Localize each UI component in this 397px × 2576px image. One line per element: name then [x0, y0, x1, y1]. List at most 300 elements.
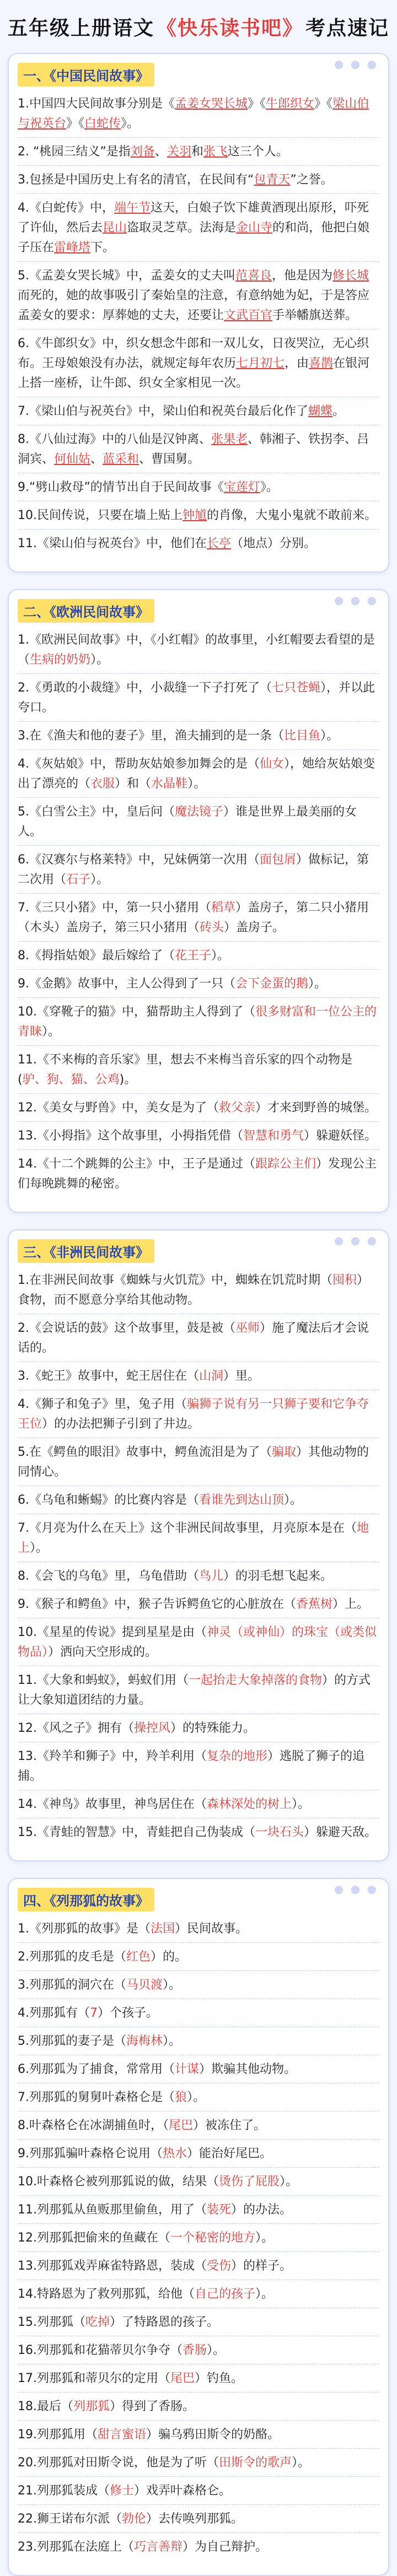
point-text: 3.在《渔夫和他的妻子》里，渔夫捕到的是一条（	[18, 729, 284, 743]
knowledge-point	[18, 1319, 379, 1362]
answer-highlight: 鸟儿	[199, 1569, 224, 1583]
point-text: 下。	[90, 241, 115, 255]
point-text: 手举幡旗送葬。	[272, 309, 358, 322]
answer-highlight: 孟姜女哭长城	[175, 97, 248, 111]
answer-highlight: 法国	[151, 1922, 175, 1936]
answer-highlight: 操控风	[134, 1721, 171, 1735]
point-text: ）。	[163, 1978, 181, 1992]
point-text: 20.列那狐对田斯令说，他是为了听（	[18, 2456, 219, 2470]
knowledge-point	[18, 506, 379, 530]
answer-highlight: 衣服	[90, 777, 115, 791]
point-text: 6.《乌龟和蜥蜴》的比赛内容是（	[18, 1493, 199, 1507]
knowledge-point	[18, 1747, 379, 1790]
point-text: ）。	[308, 977, 327, 991]
point-text: 和	[191, 145, 203, 159]
answer-highlight: 计谋	[175, 2062, 200, 2076]
point-text: 12.《美女与野兽》中，美女是为了（	[18, 1101, 219, 1115]
knowledge-point	[18, 946, 379, 970]
point-text: 2.《勇敢的小裁缝》中，小裁缝一下子打死了（	[18, 681, 272, 695]
answer-highlight: 香蕉树	[296, 1597, 333, 1611]
point-text: 》。	[260, 480, 278, 494]
answer-highlight: 驴、狗、猫、公鸡	[22, 1073, 120, 1087]
knowledge-point	[18, 1567, 379, 1590]
answer-highlight: 7	[90, 2006, 98, 2020]
answer-highlight: 张飞	[203, 145, 228, 159]
point-text: 13.《小拇指》这个故事里，小拇指凭借（	[18, 1129, 243, 1143]
knowledge-point	[18, 1975, 379, 1999]
knowledge-point	[18, 850, 379, 894]
point-text: 》。	[121, 117, 140, 131]
point-text: 10.《穿靴子的猫》中，猫帮助主人得到了（	[18, 1005, 255, 1019]
point-text: 9.《金鹅》故事中，主人公得到了一只（	[18, 977, 235, 991]
knowledge-point	[18, 1595, 379, 1618]
point-text: ）施了魔法后才会说话的。	[18, 1321, 369, 1355]
point-text: 16.列那狐和花猫蒂贝尔争夺（	[18, 2343, 183, 2357]
point-text: 8.《八仙过海》中的八仙是汉钟离、	[18, 433, 211, 446]
point-text: ）的办法。	[231, 2203, 292, 2217]
point-text: ）的办法把狮子引到了井边。	[42, 1417, 200, 1431]
point-text: ）。	[90, 873, 109, 887]
point-text: 14.《神鸟》故事里，神鸟居住在（	[18, 1797, 207, 1811]
knowledge-point	[18, 2509, 379, 2533]
point-text: ）。	[163, 2034, 181, 2048]
answer-highlight: 仙女	[260, 757, 285, 771]
knowledge-point	[18, 478, 379, 501]
point-text: 10.《星星的传说》提到星星是由（	[18, 1625, 207, 1639]
answer-highlight: 何仙姑	[54, 452, 91, 466]
knowledge-point	[18, 2060, 379, 2083]
point-text: ）为自己辩护。	[183, 2540, 268, 2554]
point-text: 17.列那狐和蒂贝尔的定用（	[18, 2372, 170, 2385]
knowledge-point	[18, 2397, 379, 2421]
point-text: 22.狮王诺布尔派（	[18, 2512, 122, 2526]
point-text: ）的。	[151, 1950, 187, 1964]
answer-highlight: 田斯令的歌声	[219, 2456, 292, 2470]
point-text: 、曹国舅。	[139, 452, 200, 466]
point-text: 、韩湘子、铁拐李、吕洞宾、	[18, 433, 369, 466]
point-text: 的肖像，大鬼小鬼就不敢前来。	[207, 509, 377, 522]
point-text: 5.在《鳄鱼的眼泪》故事中，鳄鱼流泪是为了（	[18, 1445, 272, 1459]
knowledge-point	[18, 1271, 379, 1314]
point-text: ）去传唤列那狐。	[146, 2512, 244, 2526]
answer-highlight: 山洞	[199, 1369, 224, 1383]
answer-highlight: 香肠	[183, 2343, 207, 2357]
point-text: 9.《猴子和鳄鱼》中，猴子告诉鳄鱼它的心脏放在（	[18, 1597, 296, 1611]
answer-highlight: 吃掉	[85, 2315, 110, 2329]
answer-highlight: 甜言蜜语	[98, 2428, 147, 2442]
title-book-name: 《快乐读书吧》	[156, 17, 303, 40]
point-text: ）的样子。	[231, 2259, 292, 2273]
answer-highlight: 蓝采和	[103, 452, 140, 466]
point-text: 这三个人。	[227, 145, 288, 159]
point-text: ）钓鱼。	[195, 2372, 244, 2385]
point-text: 1.《列那狐的故事》是（	[18, 1922, 151, 1936]
point-text: ）能治好尾巴。	[187, 2147, 272, 2161]
point-text: ）逃脱了狮子的追捕。	[18, 1749, 365, 1783]
point-text: 6.《汉赛尔与格莱特》中，兄妹俩第一次用（	[18, 853, 260, 867]
answer-highlight: 囤积	[332, 1273, 357, 1287]
answer-highlight: 神灵（或神仙）的珠宝（或类似物品）	[18, 1625, 377, 1659]
point-text: 21.列那狐装成（	[18, 2484, 110, 2498]
point-text: 4.列那狐有（	[18, 2006, 90, 2020]
point-text: ）洒向天空形成的。	[48, 1645, 158, 1659]
point-text: 2. “桃园三结义”是指	[18, 145, 131, 159]
point-text: 13.列那狐戏弄麻雀特路恩，装成（	[18, 2259, 207, 2273]
point-text: 8.叶森格仑在冰湖捕鱼时，（	[18, 2119, 169, 2132]
knowledge-point	[18, 1623, 379, 1666]
knowledge-point	[18, 974, 379, 998]
knowledge-point	[18, 1126, 379, 1150]
answer-highlight: 蝴蝶	[308, 404, 333, 418]
point-text: 4.《狮子和兔子》里，兔子用（	[18, 1397, 187, 1411]
knowledge-point	[18, 94, 379, 138]
point-text: 1.中国四大民间故事分别是《	[18, 97, 175, 111]
knowledge-point	[18, 1795, 379, 1818]
answer-highlight: 张果老	[211, 433, 248, 446]
knowledge-point	[18, 2453, 379, 2477]
point-text: ）躲避天敌。	[304, 1826, 377, 1839]
knowledge-point	[18, 2144, 379, 2168]
knowledge-point	[18, 1367, 379, 1390]
answer-highlight: 宝莲灯	[223, 480, 260, 494]
point-text: 7.《三只小猪》中，第一只小猪用（	[18, 901, 211, 915]
point-text: 在银河上搭一座桥，让牛郎、织女全家相见一次。	[18, 357, 370, 390]
point-text: ）。	[211, 949, 230, 963]
point-text: 。	[332, 404, 345, 418]
point-text: 14.《十二个跳舞的公主》中，王子是通过（	[18, 1157, 255, 1171]
point-text: ）其他动物的同情心。	[18, 1445, 369, 1479]
point-text: ）得到了香肠。	[110, 2400, 195, 2413]
answer-highlight: 生病的奶奶	[30, 653, 91, 667]
point-text: ）。	[42, 1025, 61, 1039]
answer-highlight: 救父亲	[219, 1101, 256, 1115]
point-text: （地点）分别。	[231, 537, 316, 550]
point-text: 5.《白雪公主》中，皇后问（	[18, 805, 175, 819]
answer-highlight: 刘备	[130, 145, 155, 159]
answer-highlight: 稻草	[211, 901, 236, 915]
point-text: 5.《孟姜女哭长城》中，孟姜女的丈夫叫	[18, 269, 235, 283]
knowledge-point	[18, 1490, 379, 1514]
point-text: ）。	[187, 777, 206, 791]
point-text: ）骗乌鸦田斯令的奶酪。	[146, 2428, 280, 2442]
point-text: ）躲避妖怪。	[304, 1129, 377, 1143]
knowledge-point	[18, 402, 379, 425]
knowledge-point	[18, 630, 379, 674]
answer-highlight: 修士	[110, 2484, 135, 2498]
section-title: 四、《列那狐的故事》	[18, 1888, 154, 1911]
point-text: ）。	[187, 2091, 206, 2104]
answer-highlight: 比目鱼	[284, 729, 321, 743]
answer-highlight: 热水	[163, 2147, 187, 2161]
point-text: 11.《梁山伯与祝英台》中，他们在	[18, 537, 207, 550]
answer-highlight: 智慧和勇气	[243, 1129, 304, 1143]
knowledge-point	[18, 898, 379, 942]
answer-highlight: 面包屑	[260, 853, 297, 867]
point-text: 的和尚，他把白娘子压在	[18, 221, 370, 255]
point-text: ）的特殊能力。	[170, 1721, 256, 1735]
answer-highlight: 白蛇传	[84, 117, 121, 131]
point-text: ）被冻住了。	[193, 2119, 266, 2132]
knowledge-point	[18, 142, 379, 166]
answer-highlight: 昆山	[103, 221, 127, 235]
knowledge-point	[18, 1443, 379, 1486]
point-text: 》《	[248, 97, 266, 111]
page-title	[0, 0, 397, 53]
answer-highlight: 雷峰塔	[54, 241, 91, 255]
knowledge-point	[18, 1947, 379, 1971]
knowledge-point	[18, 2003, 379, 2027]
point-text: 4.《白蛇传》中，	[18, 201, 114, 215]
point-text: 14.特路恩为了救列那狐，给他（	[18, 2287, 195, 2301]
point-text: ）做标记，第二次用（	[18, 853, 369, 887]
point-text: ）食物，而不愿意分享给其他动物。	[18, 1273, 369, 1307]
knowledge-point	[18, 1519, 379, 1562]
answer-highlight: 会下金蛋的鹅	[235, 977, 309, 991]
point-text: ）了特路恩的孩子。	[110, 2315, 219, 2329]
point-text: 这天，白娘子饮下雄黄酒现出原形，吓死了许仙，然后去	[18, 201, 369, 235]
answer-highlight: 花王子	[175, 949, 212, 963]
point-text: 11.《不来梅的音乐家》里，想去不来梅当音乐家的四个动物是(	[18, 1053, 352, 1087]
point-text: 9.“劈山救母”的情节出自于民间故事《	[18, 480, 224, 494]
point-text: 18.最后（	[18, 2400, 73, 2413]
point-text: 3.包拯是中国历史上有名的清官，在民间有“	[18, 173, 254, 187]
section-title: 三、《非洲民间故事》	[18, 1239, 154, 1263]
point-text: ）的方式让大象知道团结的力量。	[18, 1673, 371, 1707]
title-suffix: 考点速记	[305, 17, 390, 40]
answer-highlight: 很多财富和一位公主的青睐	[18, 1005, 377, 1039]
point-text: 12.列那狐把偷来的鱼藏在（	[18, 2231, 170, 2245]
point-text: 8.《拇指姑娘》最后嫁给了（	[18, 949, 175, 963]
point-text: 》《	[66, 117, 85, 131]
sections-container	[0, 53, 397, 2576]
point-text: ）。	[255, 2231, 274, 2245]
point-text: ），她给灰姑娘变出了漂亮的（	[18, 757, 375, 791]
answer-highlight: 海梅林	[126, 2034, 163, 2048]
answer-highlight: 一起抬走大象掉落的食物	[189, 1673, 323, 1687]
point-text: 9.列那狐骗叶森格仑说用（	[18, 2147, 163, 2161]
point-text: 4.《灰姑娘》中，帮助灰姑娘参加舞会的是（	[18, 757, 260, 771]
answer-highlight: 巧言善辩	[134, 2540, 183, 2554]
decorative-dots-icon: ● ● ●	[334, 1882, 378, 1895]
knowledge-point	[18, 802, 379, 846]
point-text: 15.列那狐（	[18, 2315, 85, 2329]
answer-highlight: 红色	[126, 1950, 151, 1964]
answer-highlight: 勃伦	[122, 2512, 147, 2526]
answer-highlight: 自己的孩子	[195, 2287, 256, 2301]
point-text: 盗取灵芝草。法海是	[127, 221, 237, 235]
knowledge-point	[18, 1050, 379, 1094]
knowledge-point	[18, 1671, 379, 1714]
knowledge-point	[18, 2481, 379, 2505]
answer-highlight: 一个秘密的地方	[170, 2231, 256, 2245]
point-text: 10.叶森格仑被列那狐说的做，结果（	[18, 2175, 219, 2189]
point-text: 13.《羚羊和狮子》中，羚羊利用（	[18, 1749, 207, 1763]
knowledge-point	[18, 2032, 379, 2055]
answer-highlight: 范喜良	[235, 269, 272, 283]
knowledge-point	[18, 2172, 379, 2196]
point-text: 11.列那狐从鱼贩那里偷鱼，用了（	[18, 2203, 207, 2217]
point-text: 11.《大象和蚂蚁》，蚂蚁们用（	[18, 1673, 189, 1687]
answer-highlight: 梁山伯与祝英台	[18, 97, 369, 131]
answer-highlight: 金山寺	[236, 221, 273, 235]
point-text: 8.《会飞的乌龟》里，乌龟借助（	[18, 1569, 199, 1583]
answer-highlight: 魔法镜子	[175, 805, 224, 819]
point-text: ）欺骗其他动物。	[199, 2062, 297, 2076]
point-text: ），并以此夸口。	[18, 681, 375, 715]
answer-highlight: 砖头	[200, 921, 224, 935]
point-text: 而死的，她的故事吸引了秦始皇的注意，有意纳她为妃，于是答应孟姜女的要求：厚葬她的丈夫，还要让	[18, 289, 370, 322]
point-text: ）盖房子，第二只小猪用（木头）盖房子，第三只小猪用（	[18, 901, 369, 935]
answer-highlight: 地上	[18, 1521, 369, 1555]
point-text: ）戏弄叶森格仑。	[134, 2484, 232, 2498]
point-text: ）的羽毛想飞起来。	[223, 1569, 333, 1583]
point-text: ）个孩子。	[98, 2006, 159, 2020]
point-text: 2.列那狐的皮毛是（	[18, 1950, 126, 1964]
answer-highlight: 装死	[207, 2203, 232, 2217]
point-text: ）里。	[223, 1369, 260, 1383]
point-text: ）发现公主们每晚跳舞的秘密。	[18, 1157, 377, 1191]
answer-highlight: 森林深处的树上	[207, 1797, 292, 1811]
point-text: 10.民间传说，只要在墙上贴上	[18, 509, 183, 522]
section-card	[8, 53, 389, 573]
point-text: ）和（	[115, 777, 152, 791]
point-text: 5.列那狐的妻子是（	[18, 2034, 126, 2048]
answer-highlight: 巫师	[235, 1321, 260, 1335]
section-card	[8, 589, 389, 1213]
point-text: 19.列那狐用（	[18, 2428, 98, 2442]
answer-highlight: 石子	[66, 873, 91, 887]
point-text: ，他是因为	[272, 269, 333, 283]
knowledge-point	[18, 2313, 379, 2336]
answer-highlight: 包青天	[254, 173, 291, 187]
point-text: 15.《青蛙的智慧》中，青蛙把自己伪装成（	[18, 1826, 255, 1839]
knowledge-point	[18, 2537, 379, 2561]
point-text: ）。	[30, 1541, 49, 1555]
answer-highlight: 马贝渡	[126, 1978, 163, 1992]
answer-highlight: 牛郎织女	[266, 97, 315, 111]
decorative-dots-icon: ● ● ●	[334, 57, 378, 71]
point-text: 1.《欧洲民间故事》中，《小红帽》的故事里，小红帽要去看望的是（	[18, 633, 375, 667]
knowledge-point	[18, 1719, 379, 1742]
answer-highlight: 跟踪公主们	[255, 1157, 316, 1171]
answer-highlight: 受伤	[207, 2259, 232, 2273]
point-text: )。	[119, 1073, 137, 1087]
point-text: ”之誉。	[290, 173, 333, 187]
knowledge-point	[18, 430, 379, 473]
knowledge-point	[18, 726, 379, 750]
knowledge-point	[18, 754, 379, 798]
answer-highlight: 七只苍蝇	[272, 681, 321, 695]
answer-highlight: 骗取	[272, 1445, 297, 1459]
knowledge-point	[18, 266, 379, 330]
knowledge-point	[18, 1919, 379, 1943]
title-prefix: 五年级上册语文	[7, 17, 154, 40]
knowledge-point	[18, 1395, 379, 1438]
answer-highlight: 喜鹊	[309, 357, 334, 370]
point-text: ）。	[280, 2175, 298, 2189]
point-text: ）。	[292, 1797, 310, 1811]
answer-highlight: 狼	[175, 2091, 187, 2104]
answer-highlight: 看谁先到达山顶	[199, 1493, 285, 1507]
knowledge-point	[18, 2285, 379, 2308]
point-text: 6.《牛郎织女》中，织女想念牛郎和一双儿女，日夜哭泣，无心织布。王母娘娘没有办法，就规定每年农历	[18, 337, 369, 370]
point-text: ）谁是世界上最美丽的女人。	[18, 805, 357, 839]
knowledge-point	[18, 2256, 379, 2280]
point-text: ）。	[90, 653, 109, 667]
answer-highlight: 复杂的地形	[207, 1749, 268, 1763]
point-text: ，由	[285, 357, 309, 370]
point-text: 3.《蛇王》故事中，蛇王居住在（	[18, 1369, 199, 1383]
section-title: 二、《欧洲民间故事》	[18, 599, 154, 623]
knowledge-point	[18, 1823, 379, 1846]
point-text: ）上。	[332, 1597, 369, 1611]
section-card	[8, 1229, 389, 1861]
answer-highlight: 关羽	[167, 145, 191, 159]
knowledge-point	[18, 2088, 379, 2111]
point-text: 23.列那狐在法庭上（	[18, 2540, 134, 2554]
answer-highlight: 尾巴	[170, 2372, 195, 2385]
point-text: 7.列那狐的舅舅叶森格仑是（	[18, 2091, 175, 2104]
answer-highlight: 钟馗	[183, 509, 207, 522]
knowledge-point	[18, 2228, 379, 2252]
knowledge-point	[18, 2341, 379, 2364]
section-card	[8, 1878, 389, 2576]
point-text: ）民间故事。	[175, 1922, 248, 1936]
answer-highlight: 列那狐	[73, 2400, 110, 2413]
answer-highlight: 长亭	[207, 537, 232, 550]
decorative-dots-icon: ● ● ●	[334, 1234, 378, 1247]
knowledge-point	[18, 534, 379, 557]
point-text: ）。	[284, 1493, 303, 1507]
decorative-dots-icon: ● ● ●	[334, 593, 378, 607]
point-text: ）。	[320, 729, 339, 743]
point-text: 7.《梁山伯与祝英台》中，梁山伯和祝英台最后化作了	[18, 404, 308, 418]
knowledge-point	[18, 198, 379, 262]
answer-highlight: 端午节	[114, 201, 151, 215]
point-text: ）。	[292, 2456, 310, 2470]
knowledge-point	[18, 1098, 379, 1122]
answer-highlight: 烫伤了屁股	[219, 2175, 280, 2189]
knowledge-point	[18, 2425, 379, 2449]
knowledge-point	[18, 1002, 379, 1046]
point-text: ）。	[255, 2287, 274, 2301]
point-text: 1.在非洲民间故事《蜘蛛与火饥荒》中，蜘蛛在饥荒时期（	[18, 1273, 332, 1287]
answer-highlight: 水晶鞋	[151, 777, 188, 791]
point-text: 6.列那狐为了捕食，常常用（	[18, 2062, 175, 2076]
knowledge-point	[18, 2200, 379, 2224]
point-text: ）才来到野兽的城堡。	[255, 1101, 377, 1115]
answer-highlight: 骗狮子说有另一只狮子要和它争夺王位	[18, 1397, 369, 1431]
answer-highlight: 文武百官	[224, 309, 273, 322]
answer-highlight: 七月初七	[236, 357, 285, 370]
point-text: 3.列那狐的洞穴在（	[18, 1978, 126, 1992]
knowledge-point	[18, 2116, 379, 2140]
knowledge-point	[18, 678, 379, 722]
point-text: 》《	[314, 97, 333, 111]
point-text: 、	[90, 452, 103, 466]
answer-highlight: 修长城	[332, 269, 369, 283]
point-text: 、	[154, 145, 167, 159]
point-text: ）盖房子。	[224, 921, 285, 935]
knowledge-point	[18, 334, 379, 397]
knowledge-point	[18, 170, 379, 194]
point-text: 7.《月亮为什么在天上》这个非洲民间故事里，月亮原本是在（	[18, 1521, 357, 1535]
section-title: 一、《中国民间故事》	[18, 63, 154, 87]
point-text: ）。	[207, 2343, 226, 2357]
knowledge-point	[18, 1154, 379, 1197]
point-text: 2.《会说话的鼓》这个故事里，鼓是被（	[18, 1321, 235, 1335]
point-text: 12.《风之子》拥有（	[18, 1721, 134, 1735]
